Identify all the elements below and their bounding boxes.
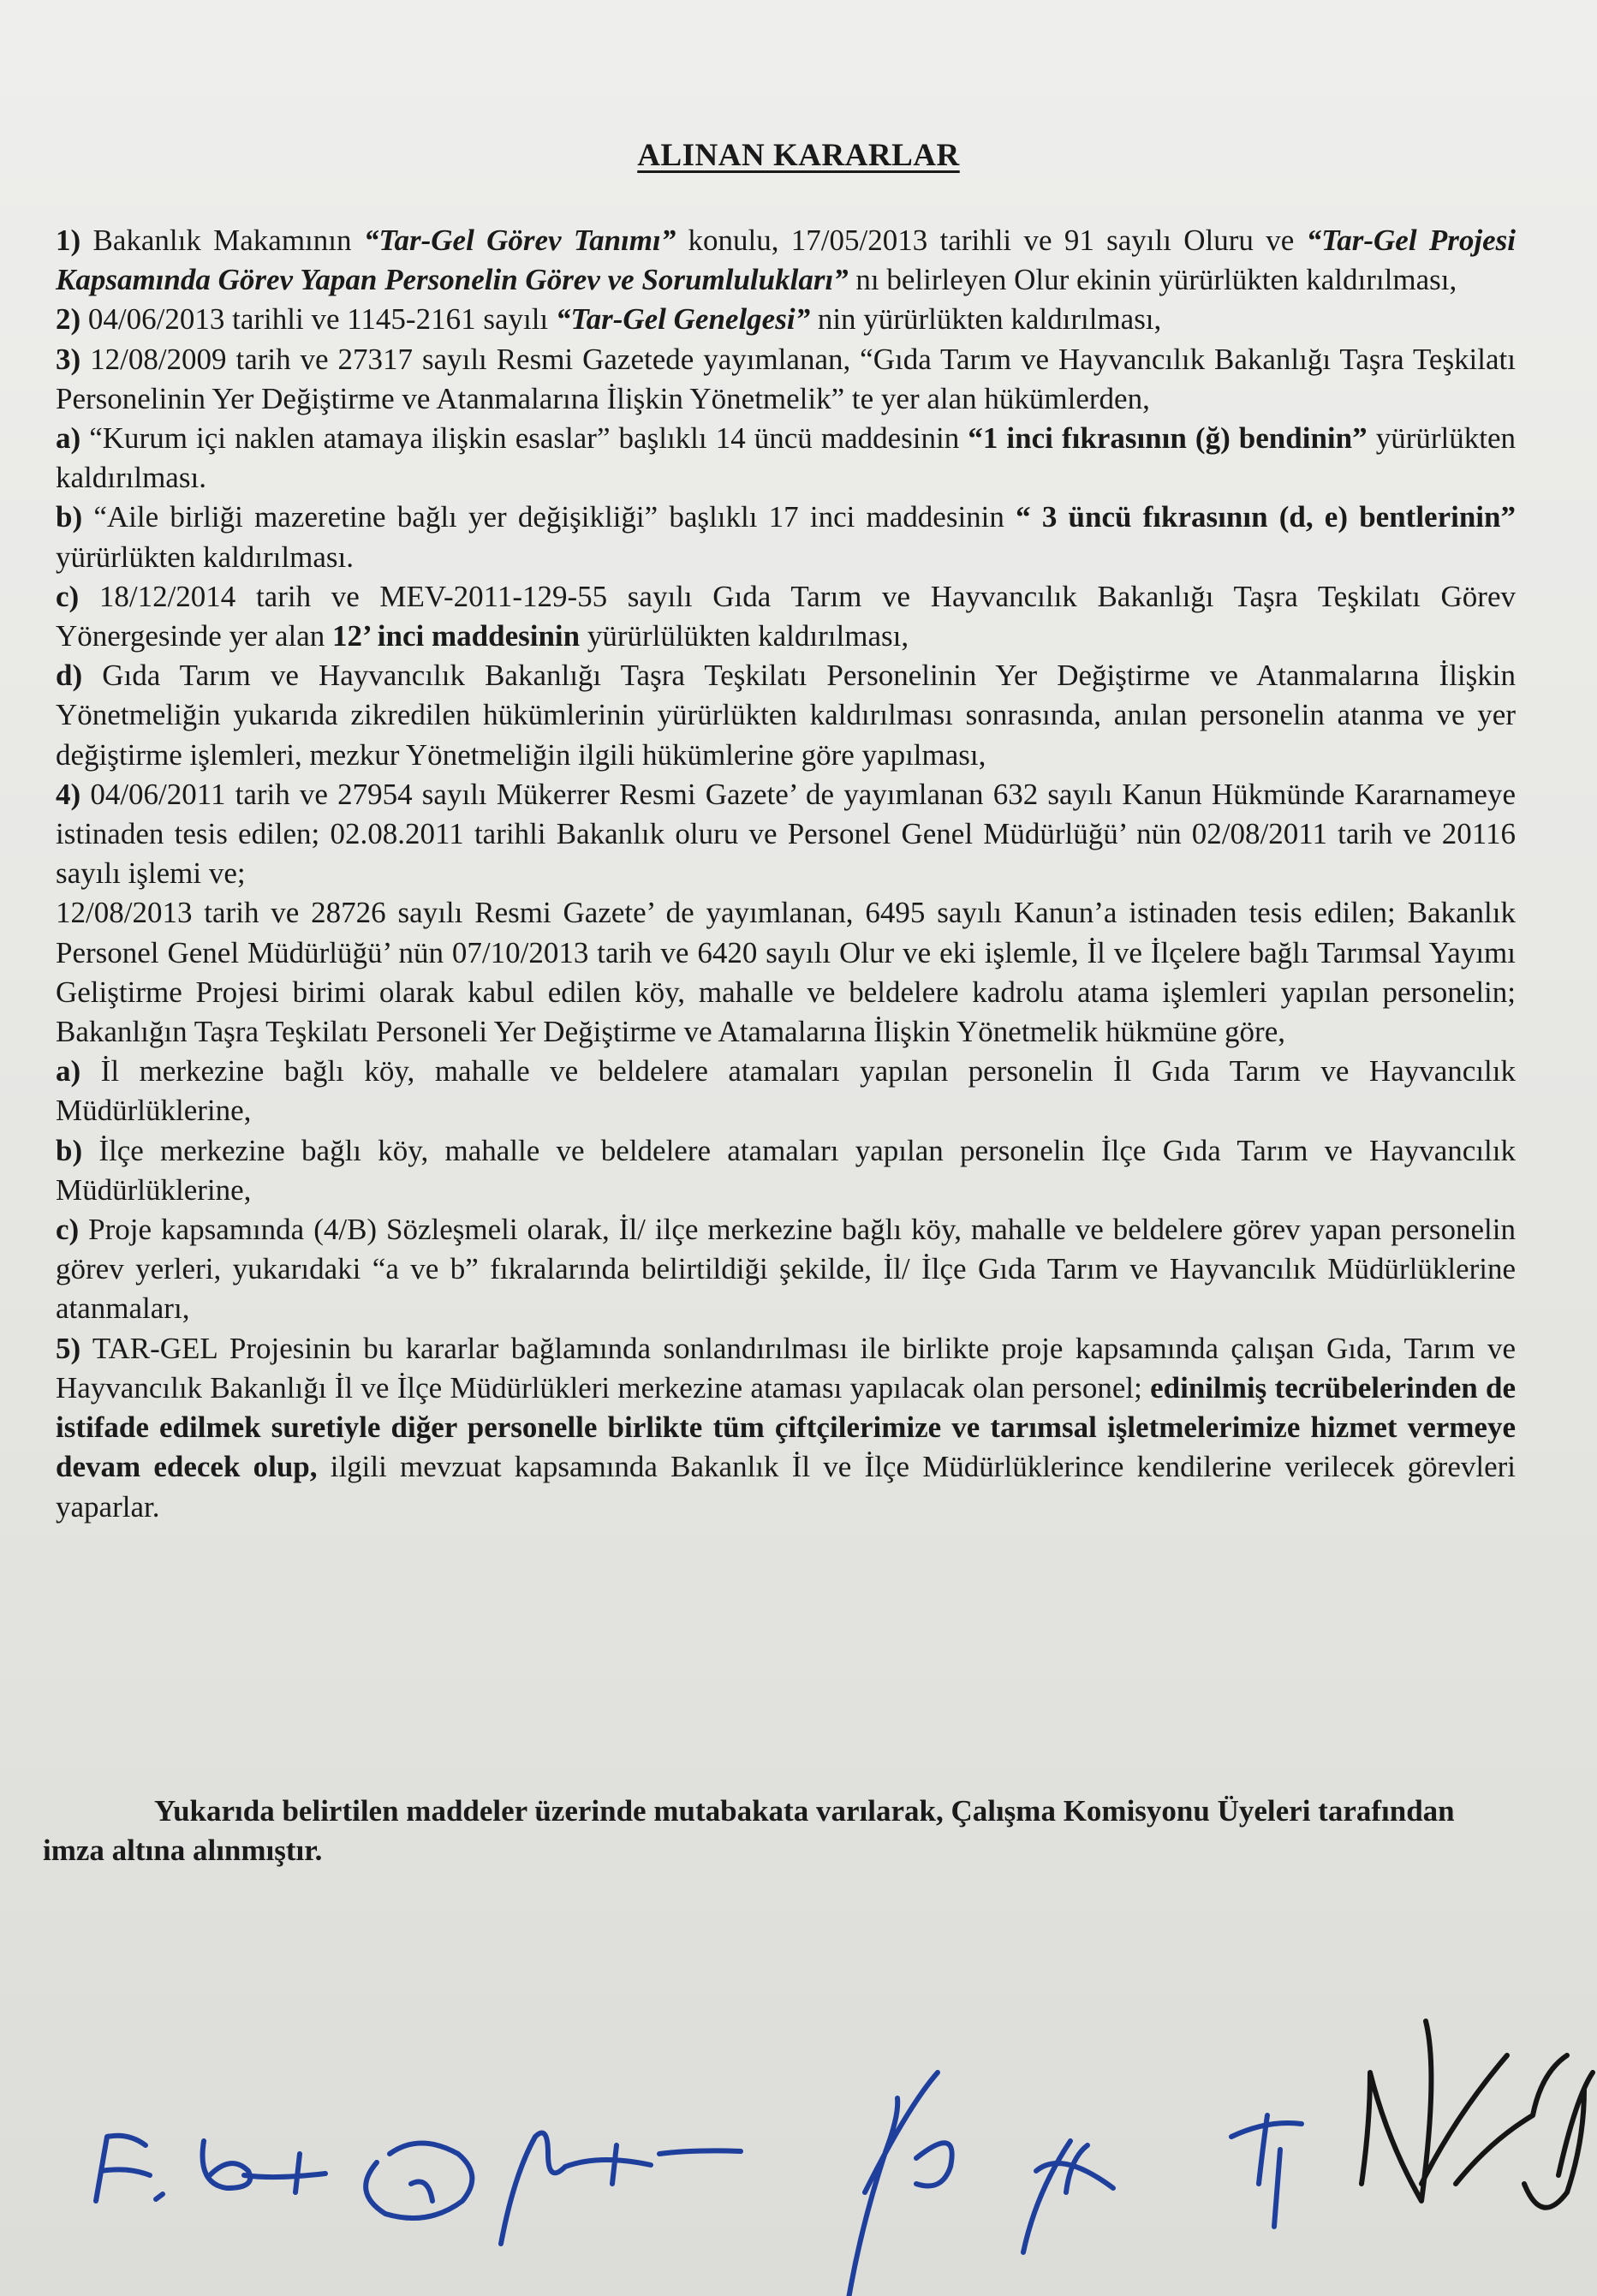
decision-number: 1) bbox=[56, 224, 81, 257]
signature-8 bbox=[1362, 2021, 1593, 2208]
decision-text: Gıda Tarım ve Hayvancılık Bakanlığı Taşra Teşkilatı Personelinin Yer Değiştirme ve Atanmalarına İlişkin Yönetmeliğin yukarıda zikredilen hükümlerinin yürürlükten kaldırılması sonrasında, anılan personelin atanma ve yer değiştirme işlemleri, mezkur Yönetmeliğin ilgili hükümlerine göre yapılması, bbox=[56, 659, 1516, 772]
decision-3c bbox=[56, 577, 1516, 656]
quoted-title: “Tar-Gel Projesi Kapsamında Görev Yapan Personelin Görev ve Sorumlulukları” bbox=[56, 224, 1516, 297]
document-title: ALINAN KARARLAR bbox=[637, 138, 960, 173]
decision-text: yürürlükten kaldırılması. bbox=[56, 540, 354, 574]
decision-4b bbox=[56, 1131, 1516, 1210]
bold-phrase: “ 3 üncü fıkrasının (d, e) bentlerinin” bbox=[1016, 500, 1516, 534]
decision-text: 04/06/2013 tarihli ve 1145-2161 sayılı bbox=[80, 302, 556, 337]
sub-item-letter: b) bbox=[56, 500, 83, 534]
decision-3 bbox=[56, 340, 1516, 419]
decision-text: nin yürürlükten kaldırılması, bbox=[810, 302, 1162, 337]
decision-4-continued bbox=[56, 893, 1516, 1052]
decisions-body bbox=[56, 221, 1516, 1527]
decision-text: 04/06/2011 tarih ve 27954 sayılı Mükerrer Resmi Gazete’ de yayımlanan 632 sayılı Kanun Hükmünde Kararnameye istinaden tesis edilen; 02.08.2011 tarihli Bakanlık oluru ve Personel Genel Müdürlüğü’ nün 02/08/2011 tarih ve 20116 sayılı işlemi ve; bbox=[56, 777, 1516, 891]
bold-phrase: edinilmiş tecrübelerinden de istifade edilmek suretiyle diğer personelle birlikte tüm çiftçilerimize ve tarımsal işletmelerimize hizmet vermeye devam edecek olup, bbox=[56, 1370, 1516, 1484]
decision-text: İlçe merkezine bağlı köy, mahalle ve beldelere atamaları yapılan personelin İlçe Gıda Tarım ve Hayvancılık Müdürlüklerine, bbox=[56, 1133, 1516, 1207]
sub-item-letter: b) bbox=[56, 1133, 83, 1167]
decision-text: “Aile birliği mazeretine bağlı yer değişikliği” başlıklı 17 inci maddesinin bbox=[82, 500, 1016, 534]
decision-number: 5) bbox=[56, 1331, 81, 1365]
decision-number: 4) bbox=[56, 777, 81, 811]
signature-row bbox=[0, 1970, 1597, 2296]
sub-item-letter: a) bbox=[56, 421, 81, 456]
decision-text: Bakanlık Makamının bbox=[80, 224, 364, 257]
decision-text: 18/12/2014 tarih ve MEV-2011-129-55 sayılı Gıda Tarım ve Hayvancılık Bakanlığı Taşra Teşkilatı Görev Yönergesinde yer alan bbox=[56, 579, 1516, 653]
decision-text: “Kurum içi naklen atamaya ilişkin esaslar” başlıklı 14 üncü maddesinin bbox=[80, 421, 968, 456]
decision-4c bbox=[56, 1210, 1516, 1329]
decision-text: 12/08/2013 tarih ve 28726 sayılı Resmi Gazete’ de yayımlanan, 6495 sayılı Kanun’a istinaden tesis edilen; Bakanlık Personel Genel Müdürlüğü’ nün 07/10/2013 tarih ve 6420 sayılı Olur ve eki işlemle, İl ve İlçelere bağlı Tarımsal Yayımı Geliştirme Projesi birimi olarak kabul edilen köy, mahalle ve beldelere kadrolu atama işlemleri yapılan personelin; Bakanlığın Taşra Teşkilatı Personeli Yer Değiştirme ve Atamalarına İlişkin Yönetmelik hükmüne göre, bbox=[56, 896, 1516, 1049]
signature-5 bbox=[848, 2072, 952, 2296]
decision-text: nı belirleyen Olur ekinin yürürlükten kaldırılması, bbox=[848, 263, 1457, 297]
decision-number: 3) bbox=[56, 342, 81, 376]
decision-4a bbox=[56, 1052, 1516, 1130]
decision-text: Proje kapsamında (4/B) Sözleşmeli olarak, İl/ ilçe merkezine bağlı köy, mahalle ve beldelere görev yapan personelin görev yerleri, yukarıdaki “a ve b” fıkralarında belirtildiği şekilde, İl/ İlçe Gıda Tarım ve Hayvancılık Müdürlüklerine atanmaları, bbox=[56, 1213, 1516, 1326]
decision-text: İl merkezine bağlı köy, mahalle ve beldelere atamaları yapılan personelin İl Gıda Tarım ve Hayvancılık Müdürlüklerine, bbox=[56, 1054, 1516, 1128]
quoted-title: “Tar-Gel Genelgesi” bbox=[555, 302, 811, 337]
decision-text: yürürlükten kaldırılması. bbox=[56, 421, 1517, 495]
decision-3b bbox=[56, 498, 1516, 576]
decision-text: konulu, 17/05/2013 tarihli ve 91 sayılı Oluru ve bbox=[676, 224, 1307, 257]
decision-3d bbox=[56, 656, 1516, 775]
signature-2 bbox=[203, 2141, 325, 2192]
signatures-drawing bbox=[0, 1970, 1597, 2296]
signature-3 bbox=[366, 2144, 472, 2219]
sub-item-letter: c) bbox=[56, 1213, 80, 1247]
signature-7 bbox=[1231, 2115, 1302, 2227]
decision-5 bbox=[56, 1329, 1516, 1527]
decision-2 bbox=[56, 300, 1516, 339]
decision-4 bbox=[56, 775, 1516, 894]
signature-4 bbox=[501, 2133, 741, 2245]
decision-3a bbox=[56, 419, 1516, 498]
signature-1 bbox=[96, 2136, 163, 2201]
sub-item-letter: c) bbox=[56, 579, 80, 613]
bold-phrase: 12’ inci maddesinin bbox=[331, 619, 581, 653]
signature-6 bbox=[1023, 2141, 1113, 2252]
decision-text: ilgili mevzuat kapsamında Bakanlık İl ve İlçe Müdürlüklerince kendilerine verilecek görevleri yaparlar. bbox=[56, 1450, 1516, 1524]
decision-text: TAR-GEL Projesinin bu kararlar bağlamında sonlandırılması ile birlikte proje kapsamında çalışan Gıda, Tarım ve Hayvancılık Bakanlığı İl ve İlçe Müdürlükleri merkezine ataması yapılacak olan personel; bbox=[56, 1331, 1516, 1404]
sub-item-letter: a) bbox=[56, 1054, 81, 1088]
decision-number: 2) bbox=[56, 302, 81, 337]
quoted-title: “Tar-Gel Görev Tanımı” bbox=[363, 224, 676, 257]
decision-text: 12/08/2009 tarih ve 27317 sayılı Resmi Gazetede yayımlanan, “Gıda Tarım ve Hayvancılık Bakanlığı Taşra Teşkilatı Personelinin Yer Değiştirme ve Atanmalarına İlişkin Yönetmelik” te yer alan hükümlerden, bbox=[56, 342, 1516, 415]
bold-phrase: “1 inci fıkrasının (ğ) bendinin” bbox=[968, 421, 1368, 456]
decision-1 bbox=[56, 221, 1516, 300]
closing-statement: Yukarıda belirtilen maddeler üzerinde mutabakata varılarak, Çalışma Komisyonu Üyeleri tarafından imza altına alınmıştır. bbox=[43, 1794, 1455, 1867]
sub-item-letter: d) bbox=[56, 659, 83, 693]
decision-text: yürürlülükten kaldırılması, bbox=[580, 619, 909, 653]
